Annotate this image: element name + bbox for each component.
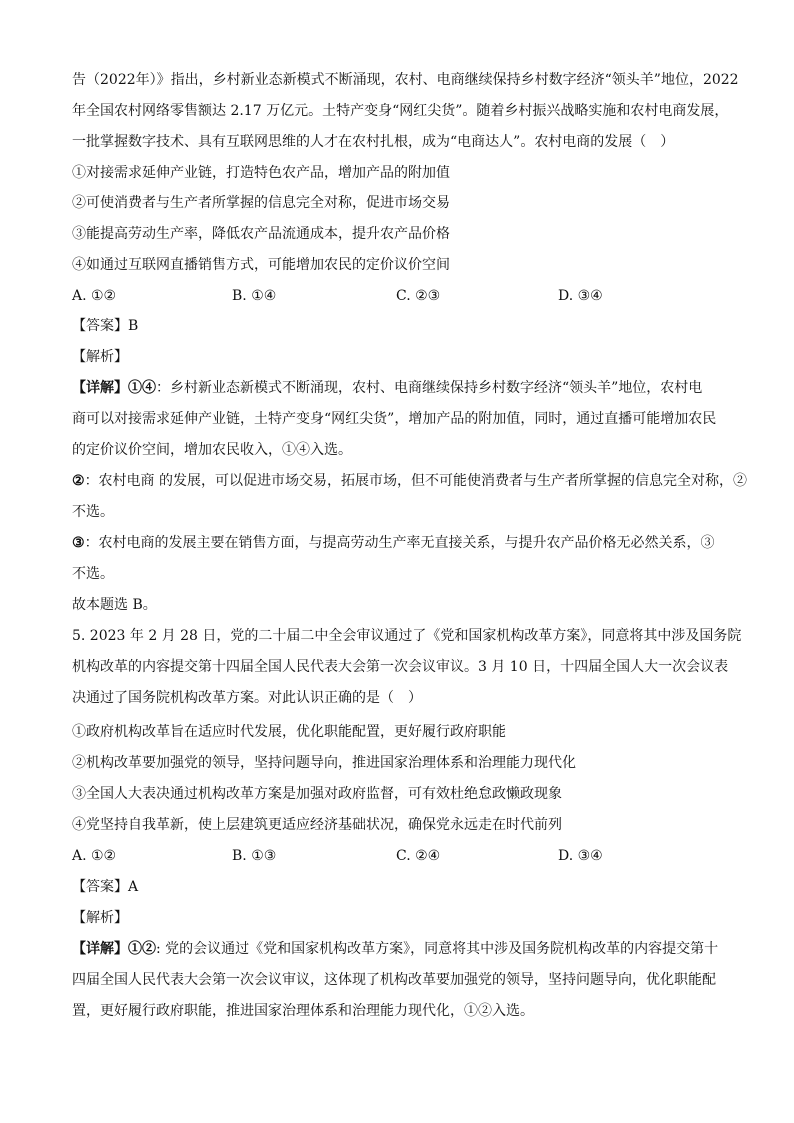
question-4-statement-4: ④如通过互联网直播销售方式，可能增加农民的定价议价空间 bbox=[72, 257, 450, 273]
detail-marker: 【详解】①② bbox=[72, 941, 156, 957]
detail-text: 故本题选 B。 bbox=[72, 597, 157, 613]
question-4-detail-line bbox=[72, 502, 114, 522]
question-4-conclusion bbox=[72, 595, 157, 615]
question-5-stem-line: 决通过了国务院机构改革方案。对此认识正确的是（ ） bbox=[72, 690, 422, 706]
detail-text: ：农村电商 的发展，可以促进市场交易，拓展市场，但不可能使消费者与生产者所掌握的信息完全对称，② bbox=[84, 473, 748, 489]
question-4-stem-line: 告（2022年）》指出，乡村新业态新模式不断涌现，农村、电商继续保持乡村数字经济“领头羊”地位，2022 bbox=[72, 72, 739, 88]
question-4-detail-line bbox=[72, 471, 747, 491]
question-5-answer: 【答案】A bbox=[72, 879, 139, 895]
detail-text: : 党的会议通过《党和国家机构改革方案》，同意将其中涉及国务院机构改革的内容提交第十 bbox=[156, 941, 719, 957]
option-a: A. ①② bbox=[72, 848, 117, 864]
question-5-detail-line bbox=[72, 939, 718, 959]
question-5-detail-line bbox=[72, 1001, 534, 1021]
option-a: A. ①② bbox=[72, 288, 117, 304]
question-5-statement-1: ①政府机构改革旨在适应时代发展，优化职能配置，更好履行政府职能 bbox=[72, 724, 506, 740]
question-4-statement-1: ①对接需求延伸产业链，打造特色农产品，增加产品的附加值 bbox=[72, 165, 450, 181]
detail-marker: 【详解】①④ bbox=[72, 380, 156, 396]
option-d: D. ③④ bbox=[558, 288, 603, 304]
question-4-statement-3: ③能提高劳动生产率，降低农产品流通成本，提升农产品价格 bbox=[72, 226, 450, 242]
question-5-options bbox=[72, 846, 732, 866]
question-5-detail-line bbox=[72, 970, 716, 990]
question-5-stem-line: 5. 2023 年 2 月 28 日，党的二十届二中全会审议通过了《党和国家机构改革方案》，同意将其中涉及国务院 bbox=[72, 628, 742, 644]
question-4-analysis-label: 【解析】 bbox=[72, 349, 128, 365]
question-4-detail-line bbox=[72, 440, 352, 460]
detail-marker: ③ bbox=[72, 535, 85, 551]
question-5-statement-3: ③全国人大表决通过机构改革方案是加强对政府监督，可有效杜绝怠政懒政现象 bbox=[72, 786, 562, 802]
question-5-analysis-label: 【解析】 bbox=[72, 910, 128, 926]
detail-text: 置，更好履行政府职能，推进国家治理体系和治理能力现代化，①②入选。 bbox=[72, 1003, 534, 1019]
detail-text: 的定价议价空间，增加农民收入，①④入选。 bbox=[72, 442, 352, 458]
question-4-detail-line bbox=[72, 533, 715, 553]
question-4-statement-2: ②可使消费者与生产者所掌握的信息完全对称，促进市场交易 bbox=[72, 195, 450, 211]
question-4-stem-line: 年全国农村网络零售额达 2.17 万亿元。土特产变身“网红尖货”。随着乡村振兴战略实施和农村电商发展， bbox=[72, 103, 729, 119]
option-d: D. ③④ bbox=[558, 848, 603, 864]
option-b: B. ①④ bbox=[232, 288, 277, 304]
question-4-detail-line bbox=[72, 409, 716, 429]
question-4-answer: 【答案】B bbox=[72, 318, 139, 334]
question-5-statement-4: ④党坚持自我革新，使上层建筑更适应经济基础状况，确保党永远走在时代前列 bbox=[72, 817, 562, 833]
question-4-stem-line: 一批掌握数字技术、具有互联网思维的人才在农村扎根，成为“电商达人”。农村电商的发展（ ） bbox=[72, 134, 675, 150]
option-c: C. ②③ bbox=[396, 288, 441, 304]
detail-text: 四届全国人民代表大会第一次会议审议，这体现了机构改革要加强党的领导，坚持问题导向，优化职能配 bbox=[72, 972, 716, 988]
question-4-detail-line bbox=[72, 564, 114, 584]
detail-text: 商可以对接需求延伸产业链，土特产变身“网红尖货”，增加产品的附加值，同时，通过直播可能增加农民 bbox=[72, 411, 717, 427]
question-4-detail-line bbox=[72, 378, 702, 398]
detail-text: 不选。 bbox=[72, 566, 114, 582]
question-5-stem-line: 机构改革的内容提交第十四届全国人民代表大会第一次会议审议。3 月 10 日，十四届全国人大一次会议表 bbox=[72, 659, 729, 675]
option-c: C. ②④ bbox=[396, 848, 441, 864]
detail-text: 不选。 bbox=[72, 504, 114, 520]
detail-text: ：农村电商的发展主要在销售方面，与提高劳动生产率无直接关系，与提升农产品价格无必然关系，③ bbox=[84, 535, 715, 551]
detail-text: ：乡村新业态新模式不断涌现，农村、电商继续保持乡村数字经济“领头羊”地位，农村电 bbox=[156, 380, 703, 396]
detail-marker: ② bbox=[72, 473, 85, 489]
option-b: B. ①③ bbox=[232, 848, 277, 864]
question-4-options bbox=[72, 286, 732, 306]
question-5-statement-2: ②机构改革要加强党的领导，坚持问题导向，推进国家治理体系和治理能力现代化 bbox=[72, 755, 576, 771]
